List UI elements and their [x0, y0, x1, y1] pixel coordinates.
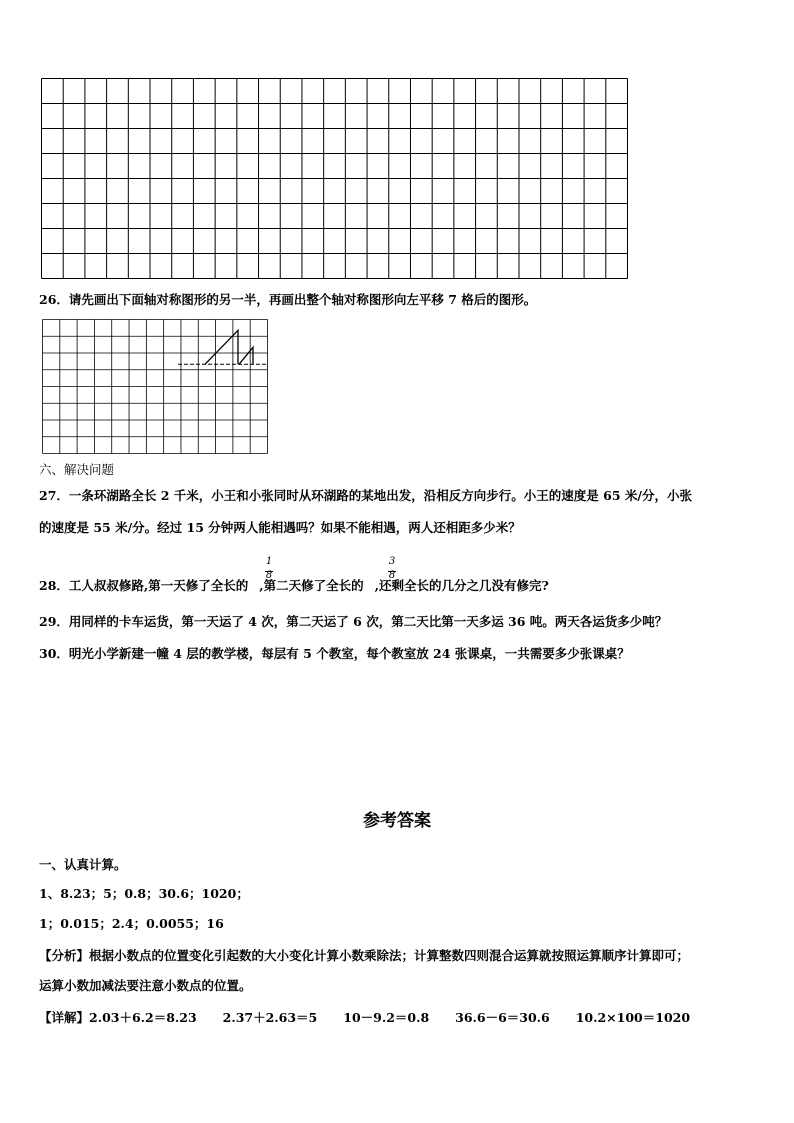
question-30: 30．明光小学新建一幢 4 层的教学楼，每层有 5 个教室，每个教室放 24 张课桌，一共需要多少张课桌？	[39, 646, 630, 661]
answers-line-1: 1、8.23；5；0.8；30.6；1020；	[39, 886, 249, 901]
question-26: 26．请先画出下面轴对称图形的另一半，再画出整个轴对称图形向左平移 7 格后的图形。	[39, 292, 537, 307]
analysis-line-2: 运算小数加减法要注意小数点的位置。	[39, 978, 252, 993]
answers-title: 参考答案	[363, 811, 431, 831]
q26-grid	[42, 319, 270, 455]
question-27-line1: 27．一条环湖路全长 2 千米，小王和小张同时从环湖路的某地出发，沿相反方向步行。小王的速度是 65 米/分，小张	[39, 488, 692, 503]
q28-part1: 28．工人叔叔修路,第一天修了全长的	[39, 578, 249, 593]
question-27-line2: 的速度是 55 米/分。经过 15 分钟两人能相遇吗？如果不能相遇，两人还相距多少米？	[39, 520, 521, 535]
top-grid	[41, 78, 629, 280]
detail-item: 2.03＋6.2＝8.23	[89, 1010, 197, 1025]
detail-label: 【详解】	[39, 1010, 90, 1025]
detail-item: 10－9.2＝0.8	[343, 1010, 430, 1025]
section-6-title: 六、解决问题	[39, 462, 115, 477]
detail-item: 36.6－6＝30.6	[455, 1010, 550, 1025]
detail-line	[39, 1010, 690, 1026]
answers-section-1: 一、认真计算。	[39, 857, 127, 872]
question-29: 29．用同样的卡车运货，第一天运了 4 次，第二天运了 6 次，第二天比第一天多运 36 吨。两天各运货多少吨？	[39, 614, 668, 629]
answers-line-2: 1；0.015；2.4；0.0055；16	[39, 916, 224, 931]
q28-part2: ,第二天修了全长的	[259, 578, 364, 593]
half-figure-small	[239, 347, 253, 364]
detail-item: 2.37＋2.63＝5	[222, 1010, 318, 1025]
analysis-line-1: 【分析】根据小数点的位置变化引起数的大小变化计算小数乘除法；计算整数四则混合运算就按照运算顺序计算即可；	[39, 948, 690, 963]
q28-part3: ,还剩全长的几分之几没有修完?	[374, 578, 549, 593]
question-28	[39, 578, 549, 594]
detail-item: 10.2×100＝1020	[575, 1010, 691, 1025]
